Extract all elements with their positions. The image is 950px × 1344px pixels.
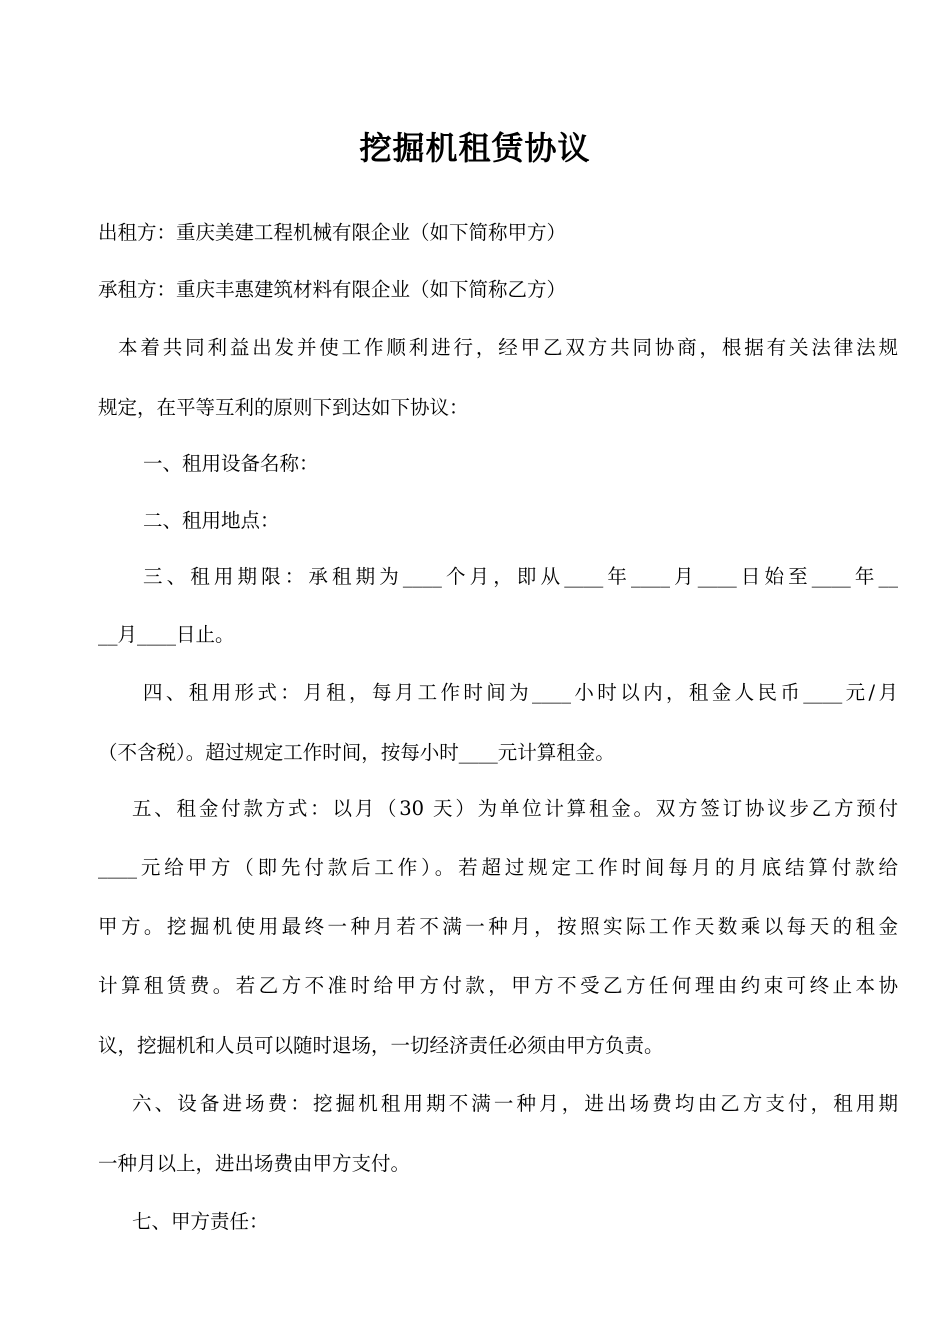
clause-4-form-line-2: （不含税）。超过规定工作时间，按每小时____元计算租金。 — [98, 741, 615, 764]
clause-6-entry-fee-line-1: 六、设备进场费：挖掘机租用期不满一种月，进出场费均由乙方支付，租用期 — [132, 1092, 898, 1115]
clause-5-payment-line-3: 甲方。挖掘机使用最终一种月若不满一种月，按照实际工作天数乘以每天的租金 — [98, 915, 898, 938]
clause-6-entry-fee-line-2: 一种月以上，进出场费由甲方支付。 — [98, 1152, 411, 1175]
clause-7-party-a-duties: 七、甲方责任： — [132, 1210, 269, 1233]
clause-1-equipment: 一、租用设备名称： — [143, 452, 319, 475]
clause-4-form-line-1: 四、租用形式：月租，每月工作时间为____小时以内，租金人民币____元/月 — [143, 681, 898, 704]
clause-3-period-line-2: __月____日止。 — [98, 623, 235, 646]
clause-2-location: 二、租用地点： — [143, 509, 280, 532]
clause-3-period-line-1: 三、租用期限：承租期为____个月，即从____年____月____日始至____年__ — [143, 565, 898, 588]
document-title: 挖掘机租赁协议 — [359, 129, 591, 167]
clause-5-payment-line-1: 五、租金付款方式：以月（30 天）为单位计算租金。双方签订协议步乙方预付 — [132, 797, 898, 820]
clause-5-payment-line-2: ____元给甲方（即先付款后工作）。若超过规定工作时间每月的月底结算付款给 — [98, 856, 898, 879]
preamble-line-1: 本着共同利益出发并使工作顺利进行，经甲乙双方共同协商，根据有关法律法规 — [118, 336, 898, 359]
preamble-line-2: 规定，在平等互利的原则下到达如下协议： — [98, 396, 469, 419]
lessee-line: 承租方：重庆丰惠建筑材料有限企业（如下简称乙方） — [98, 278, 567, 301]
clause-5-payment-line-5: 议，挖掘机和人员可以随时退场，一切经济责任必须由甲方负责。 — [98, 1034, 664, 1057]
lessor-line: 出租方：重庆美建工程机械有限企业（如下简称甲方） — [98, 221, 567, 244]
clause-5-payment-line-4: 计算租赁费。若乙方不准时给甲方付款，甲方不受乙方任何理由约束可终止本协 — [98, 974, 898, 997]
